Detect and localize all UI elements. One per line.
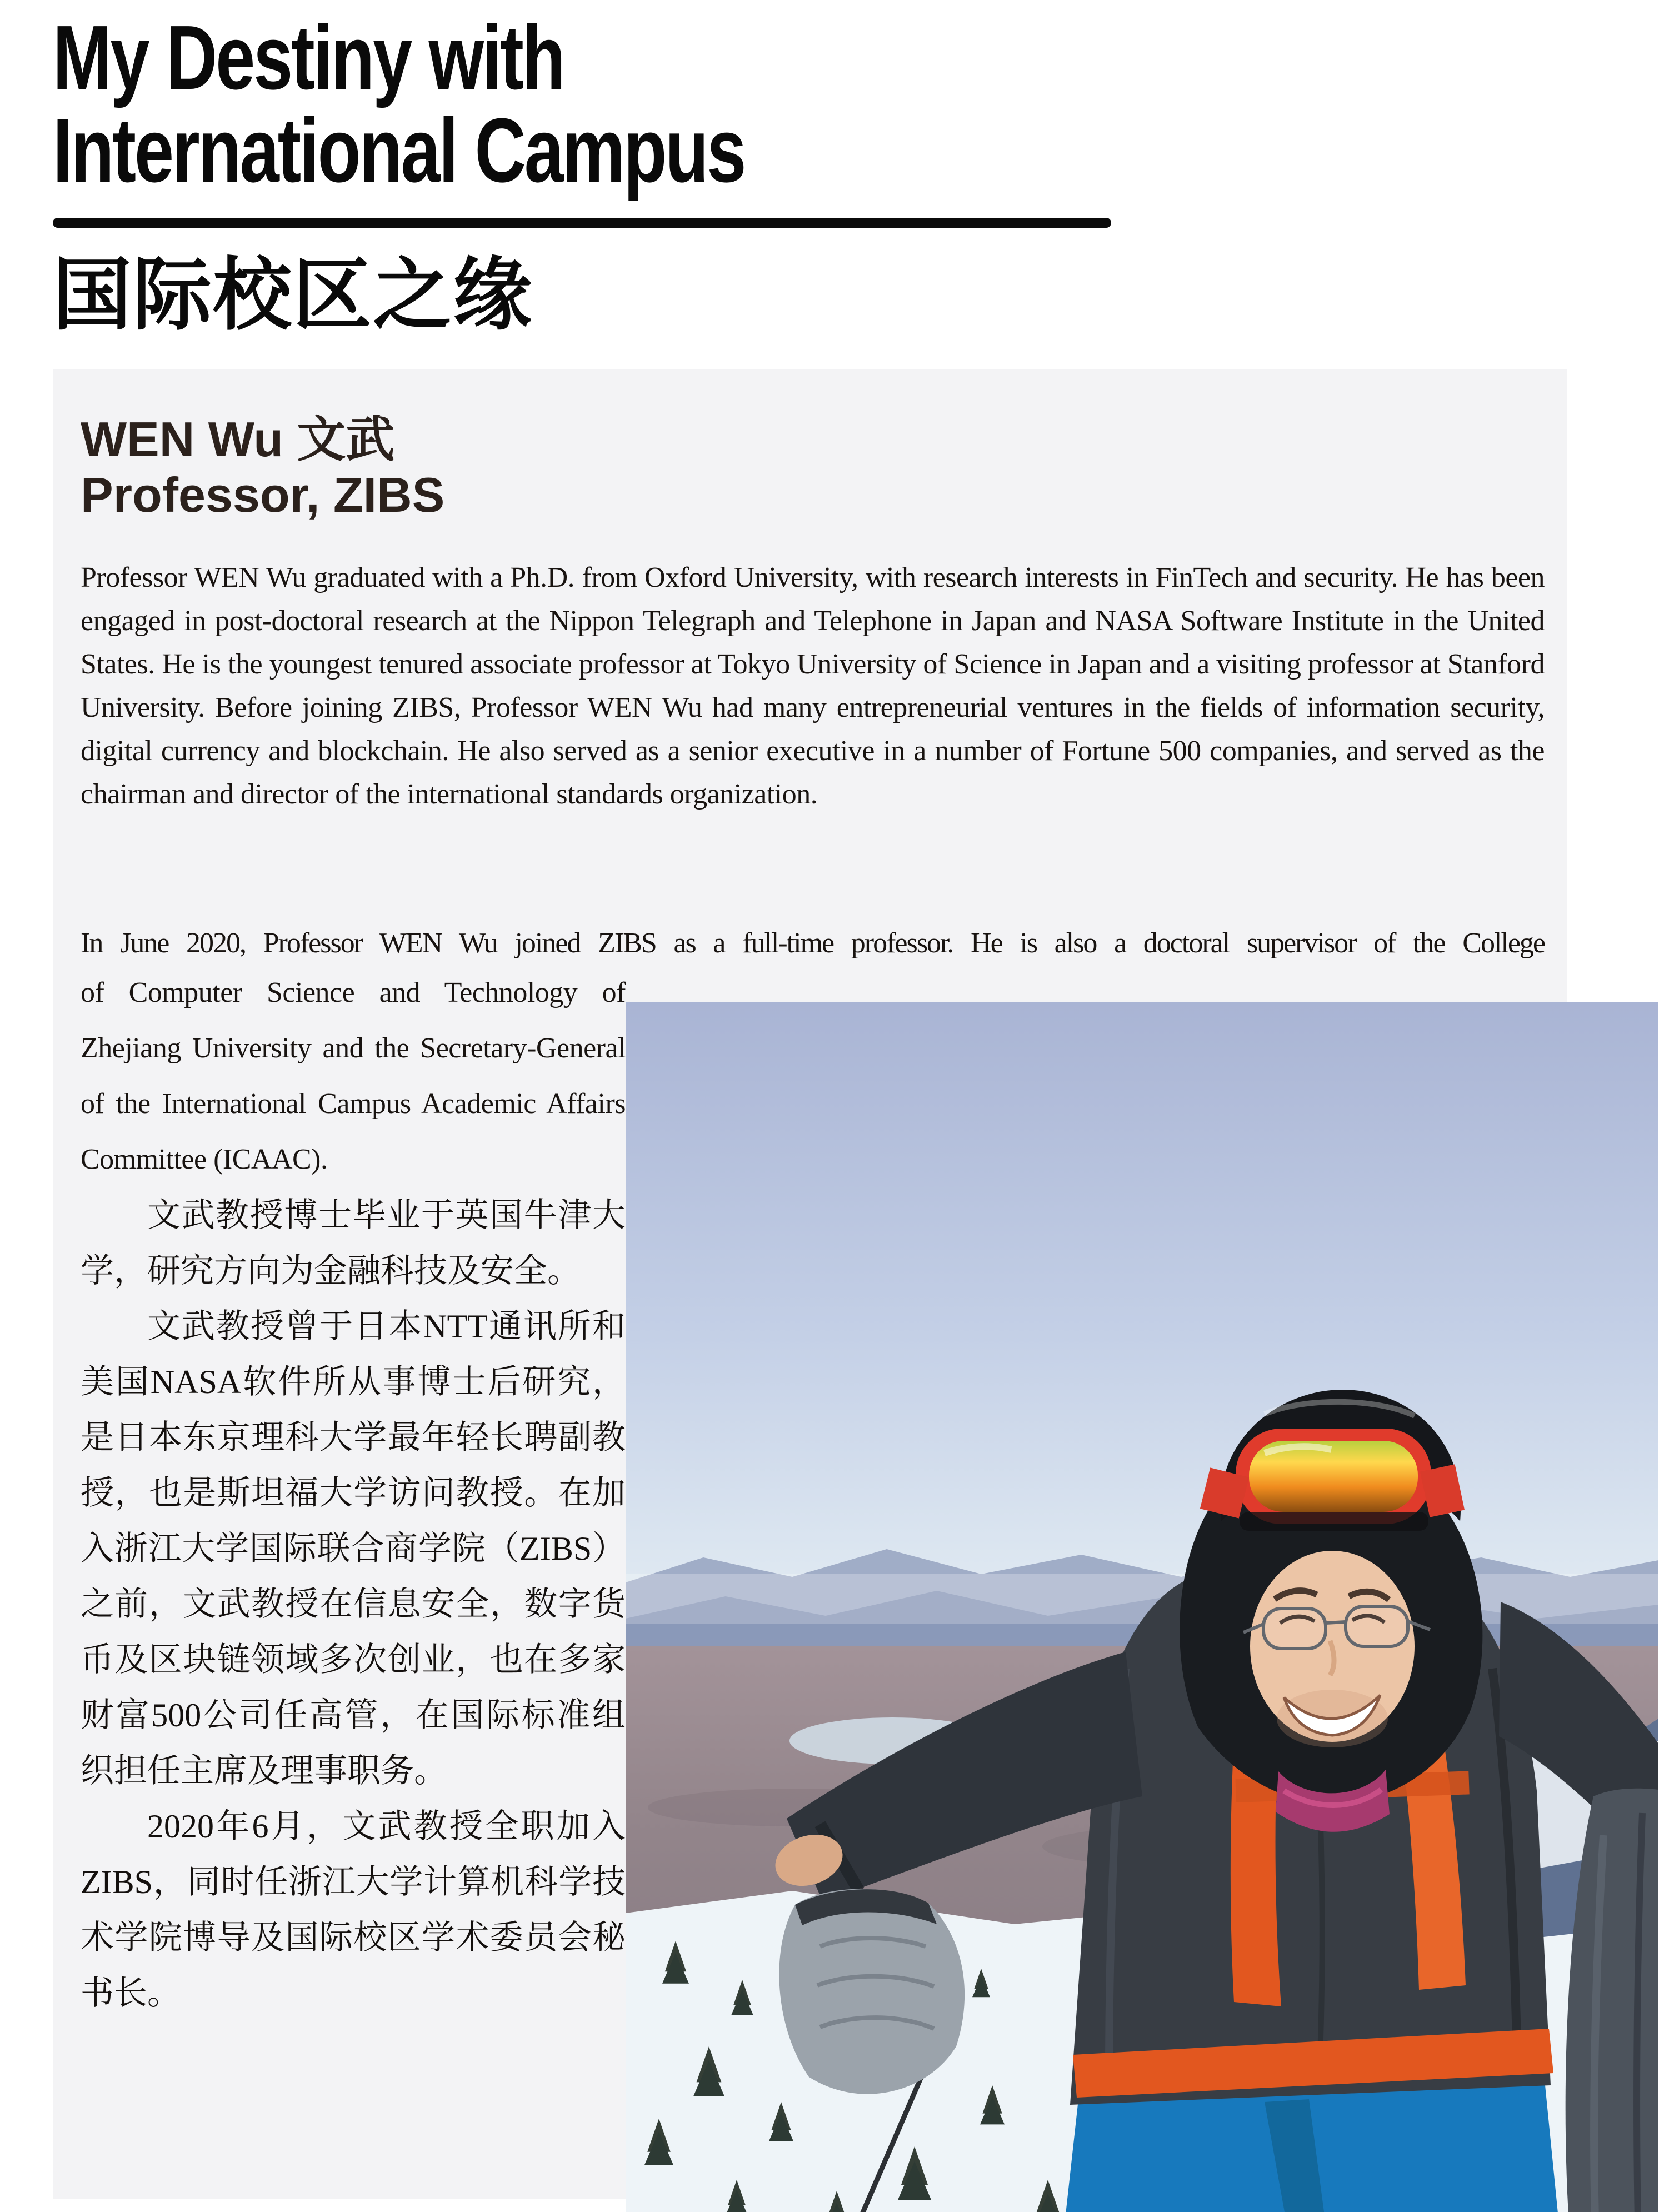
profile-name: WEN Wu 文武 (81, 412, 395, 467)
summit-photo-illustration (626, 1002, 1658, 2212)
bio-paragraph-2-rest: of Computer Science and Technology of Zhejiang University and the Secretary-General of the International Campus Academic Affairs Committee (ICAAC). (81, 977, 626, 1175)
summit-photo (626, 1002, 1658, 2212)
profile-role: Professor, ZIBS (81, 467, 445, 522)
bio-paragraph-zh-3: 2020年6月，文武教授全职加入ZIBS，同时任浙江大学计算机科学技术学院博导及国际校区学术委员会秘书长。 (81, 1808, 626, 2011)
page-title-line1: My Destiny with (53, 7, 564, 108)
bio-paragraph-1: Professor WEN Wu graduated with a Ph.D. from Oxford University, with research interests in FinTech and security. He has been engaged in post-doctoral research at the Nippon Telegraph and Telephone in Japan and NASA Software Institute in the United States. He is the youngest tenured associate professor at Tokyo University of Science in Japan and a visiting professor at Stanford University. Before joining ZIBS, Professor WEN Wu had many entrepreneurial ventures in the fields of information security, digital currency and blockchain. He also served as a senior executive in a number of Fortune 500 companies, and served as the chairman and director of the international standards organization. (81, 562, 1545, 810)
bio-paragraph-zh-1: 文武教授博士毕业于英国牛津大学，研究方向为金融科技及安全。 (81, 1197, 626, 1289)
profile-card (53, 369, 1567, 2199)
page-title-english (53, 7, 1306, 201)
bio-paragraph-2-lead: In June 2020, Professor WEN Wu joined ZIBS as a full-time professor. He is also a doctoral supervisor of the College (81, 927, 1545, 959)
title-divider-rule (53, 218, 1111, 228)
bio-paragraph-zh-2: 文武教授曾于日本NTT通讯所和美国NASA软件所从事博士后研究，是日本东京理科大学最年轻长聘副教授，也是斯坦福大学访问教授。在加入浙江大学国际联合商学院（ZIBS）之前，文武教授在信息安全，数字货币及区块链领域多次创业，也在多家财富500公司任高管，在国际标准组织担任主席及理事职务。 (81, 1308, 626, 1789)
page-title-chinese: 国际校区之缘 (53, 251, 533, 339)
page-title-line2: International Campus (53, 99, 745, 201)
photo-glove (779, 1889, 965, 2094)
